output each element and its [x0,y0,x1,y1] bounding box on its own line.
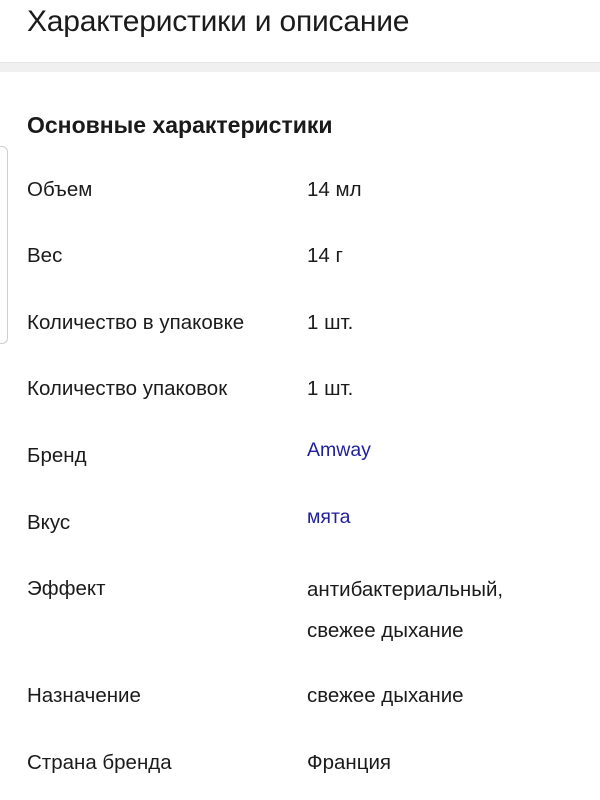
brand-link[interactable]: Amway [307,439,371,461]
spec-label-purpose: Назначение [27,684,141,707]
spec-value-package-quantity: 1 шт. [307,311,354,334]
spec-label-brand-country: Страна бренда [27,751,172,774]
flavor-link[interactable]: мята [307,506,351,528]
spec-label-brand: Бренд [27,444,87,467]
spec-value-brand-country: Франция [307,751,392,774]
page-header [0,0,600,62]
spec-value-packages-count: 1 шт. [307,377,354,400]
spec-value-volume: 14 мл [307,178,362,201]
spec-value-effect-line-2: свежее дыхание [307,619,464,642]
spec-value-effect-line-1: антибактериальный, [307,578,504,601]
spec-label-weight: Вес [27,244,63,267]
section-divider [0,62,600,72]
spec-label-effect: Эффект [27,577,106,600]
scroll-edge-handle[interactable] [0,146,8,344]
spec-value-weight: 14 г [307,244,343,267]
spec-value-effect [307,569,503,651]
section-title: Основные характеристики [27,112,333,138]
page-title: Характеристики и описание [27,5,410,38]
spec-label-package-quantity: Количество в упаковке [27,311,245,334]
spec-label-volume: Объем [27,178,93,201]
spec-value-purpose: свежее дыхание [307,684,464,707]
spec-label-flavor: Вкус [27,511,71,534]
spec-label-packages-count: Количество упаковок [27,377,228,400]
